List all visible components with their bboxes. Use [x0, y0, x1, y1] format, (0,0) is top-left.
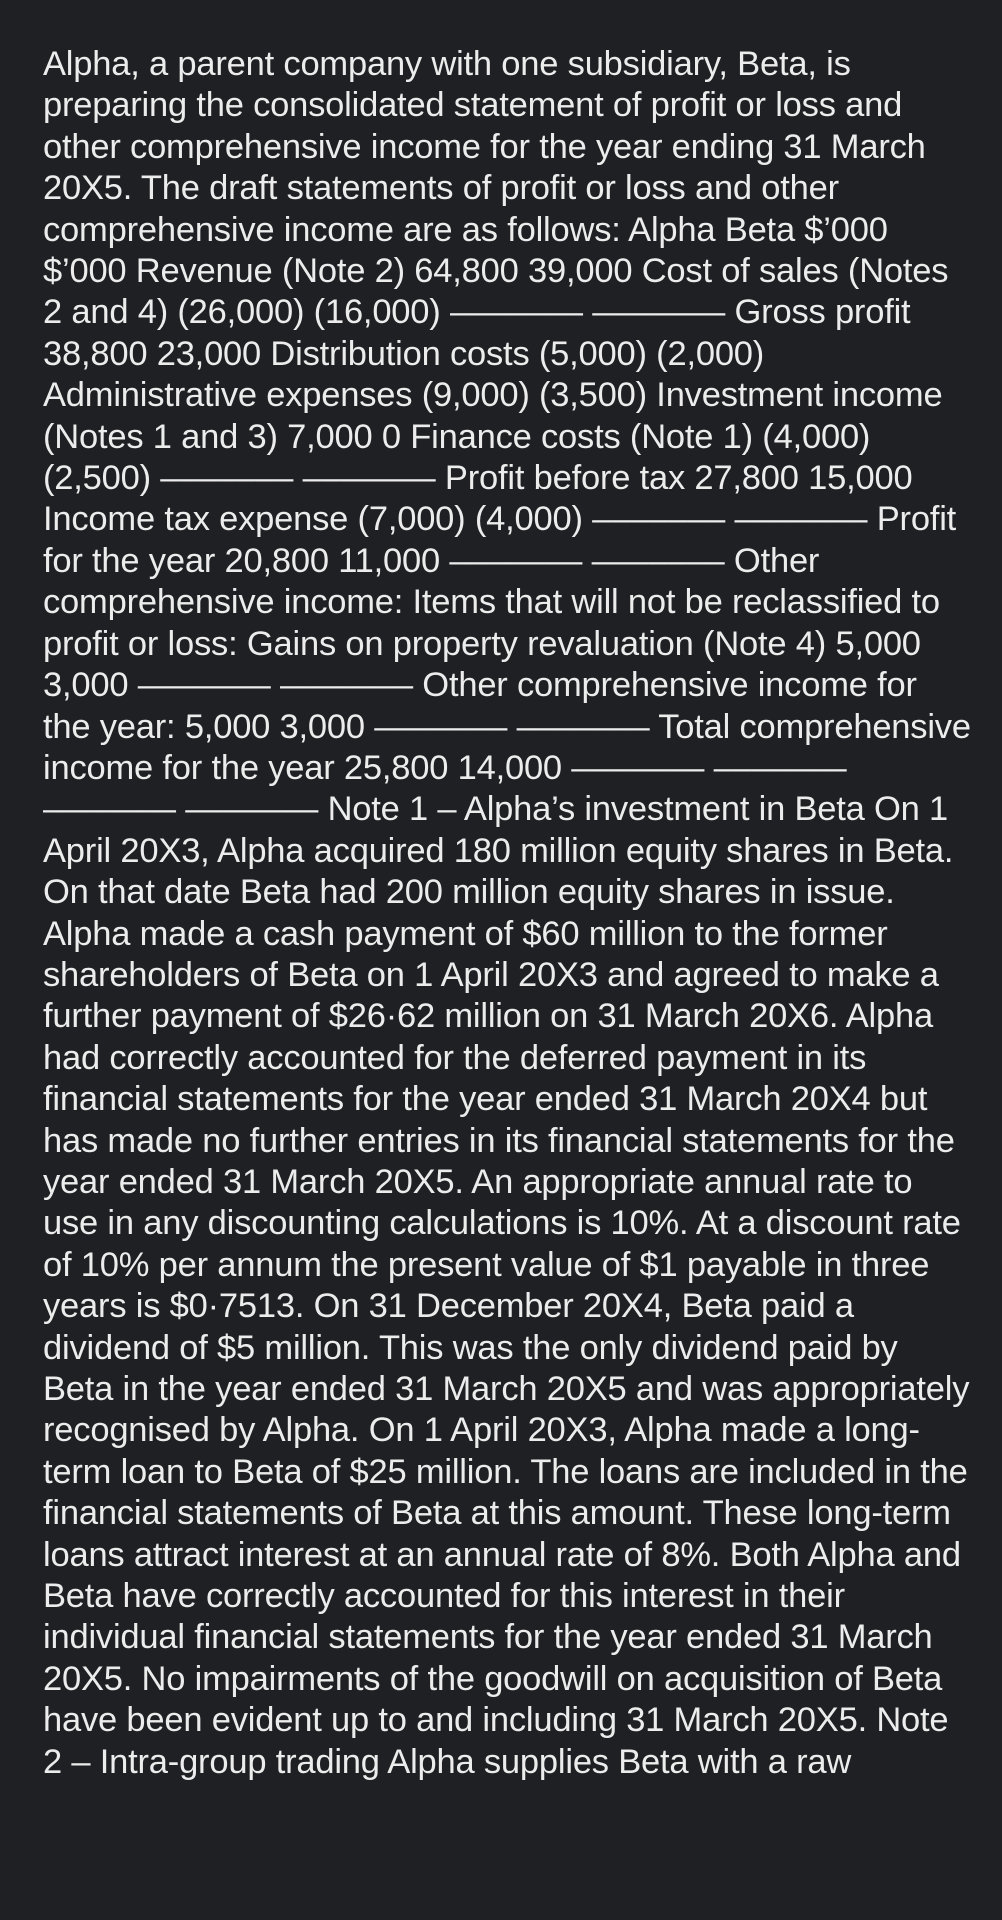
question-text: Alpha, a parent company with one subsidiary, Beta, is preparing the consolidated statement of profit or loss and other comprehensive income for the year ending 31 March 20X5. The draft statements of profit or loss and other comprehensive income are as follows: Alpha Beta $’000 $’000 Revenue (Note 2) 64,800 39,000 Cost of sales (Notes 2 and 4) (26,000) (16,000) ––––––– ––––––– Gross profit 38,800 23,000 Distribution costs (5,000) (2,000) Administrative expenses (9,000) (3,500) Investment income (Notes 1 and 3) 7,000 0 Finance costs (Note 1) (4,000) (2,500) ––––––– ––––––– Profit before tax 27,800 15,000 Income tax expense (7,000) (4,000) ––––––– ––––––– Profit for the year 20,800 11,000 ––––––– ––––––– Other comprehensive income: Items that will not be reclassified to profit or loss: Gains on property revaluation (Note 4) 5,000 3,000 ––––––– ––––––– Other comprehensive income for the year: 5,000 3,000 ––––––– ––––––– Total comprehensive income for the year 25,800 14,000 ––––––– ––––––– ––––––– ––––––– Note 1 – Alpha’s investment in Beta On 1 April 20X3, Alpha acquired 180 million equity shares in Beta. On that date Beta had 200 million equity shares in issue. Alpha made a cash payment of $60 million to the former shareholders of Beta on 1 April 20X3 and agreed to make a further payment of $26·62 million on 31 March 20X6. Alpha had correctly accounted for the deferred payment in its financial statements for the year ended 31 March 20X4 but has made no further entries in its financial statements for the year ended 31 March 20X5. An appropriate annual rate to use in any discounting calculations is 10%. At a discount rate of 10% per annum the present value of $1 payable in three years is $0·7513. On 31 December 20X4, Beta paid a dividend of $5 million. This was the only dividend paid by Beta in the year ended 31 March 20X5 and was appropriately recognised by Alpha. On 1 April 20X3, Alpha made a long-term loan to Beta of $25 million. The loans are included in the financial statements of Beta at this amount. These long-term loans attract interest at an annual rate of 8%. Both Alpha and Beta have correctly accounted for this interest in their individual financial statements for the year ended 31 March 20X5. No impairments of the goodwill on acquisition of Beta have been evident up to and including 31 March 20X5. Note 2 – Intra-group trading Alpha supplies Beta with a raw: [43, 45, 971, 1781]
